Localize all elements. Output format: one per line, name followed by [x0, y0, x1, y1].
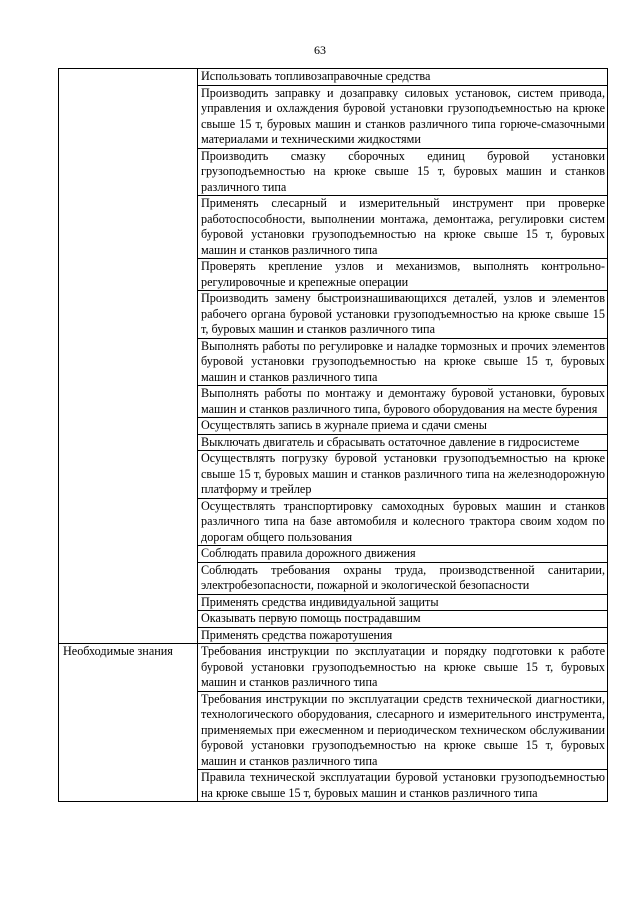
section-label: Необходимые знания [59, 644, 198, 802]
requirement-item: Проверять крепление узлов и механизмов, выполнять контрольно-регулировочные и крепежные операции [198, 259, 608, 291]
requirements-table [58, 68, 608, 802]
table-body [59, 69, 608, 802]
requirement-item: Применять средства пожаротушения [198, 627, 608, 644]
requirement-item: Применять средства индивидуальной защиты [198, 594, 608, 611]
requirement-item: Требования инструкции по эксплуатации средств технической диагностики, технологического оборудования, слесарного и измерительного инструмента, применяемых при ежесменном и периодическом техническом обслуживании буровой установки грузоподъемностью на крюке свыше 15 т, буровых машин и станков различного типа [198, 691, 608, 770]
requirement-item: Использовать топливозаправочные средства [198, 69, 608, 86]
requirement-item: Выключать двигатель и сбрасывать остаточное давление в гидросистеме [198, 434, 608, 451]
requirement-item: Соблюдать требования охраны труда, производственной санитарии, электробезопасности, пожарной и экологической безопасности [198, 562, 608, 594]
requirement-item: Соблюдать правила дорожного движения [198, 546, 608, 563]
requirement-item: Выполнять работы по регулировке и наладке тормозных и прочих элементов буровой установки грузоподъемностью на крюке свыше 15 т, буровых машин и станков различного типа [198, 338, 608, 386]
requirement-item: Производить смазку сборочных единиц буровой установки грузоподъемностью на крюке свыше 15 т, буровых машин и станков различного типа [198, 148, 608, 196]
requirement-item: Осуществлять запись в журнале приема и сдачи смены [198, 418, 608, 435]
requirement-item: Осуществлять погрузку буровой установки грузоподъемностью на крюке свыше 15 т, буровых машин и станков различного типа на железнодорожную платформу и трейлер [198, 451, 608, 499]
requirement-item: Применять слесарный и измерительный инструмент при проверке работоспособности, выполнении монтажа, демонтажа, регулировки систем буровой установки грузоподъемностью на крюке свыше 15 т, буровых машин и станков различного типа [198, 196, 608, 259]
table-row [59, 69, 608, 86]
requirement-item: Производить заправку и дозаправку силовых установок, систем привода, управления и охлаждения буровой установки грузоподъемностью на крюке свыше 15 т, буровых машин и станков различного типа горюче-смазочными материалами и техническими жидкостями [198, 85, 608, 148]
requirement-item: Осуществлять транспортировку самоходных буровых машин и станков различного типа на базе автомобиля и колесного трактора своим ходом по дорогам общего пользования [198, 498, 608, 546]
requirement-item: Выполнять работы по монтажу и демонтажу буровой установки, буровых машин и станков различного типа, бурового оборудования на месте бурения [198, 386, 608, 418]
page-number: 63 [314, 43, 326, 57]
requirement-item: Оказывать первую помощь пострадавшим [198, 611, 608, 628]
table-row [59, 644, 608, 692]
section-label [59, 69, 198, 644]
requirement-item: Правила технической эксплуатации буровой установки грузоподъемностью на крюке свыше 15 т, буровых машин и станков различного типа [198, 770, 608, 802]
requirement-item: Требования инструкции по эксплуатации и порядку подготовки к работе буровой установки грузоподъемностью на крюке свыше 15 т, буровых машин и станков различного типа [198, 644, 608, 692]
requirement-item: Производить замену быстроизнашивающихся деталей, узлов и элементов рабочего органа буровой установки грузоподъемностью на крюке свыше 15 т, буровых машин и станков различного типа [198, 291, 608, 339]
